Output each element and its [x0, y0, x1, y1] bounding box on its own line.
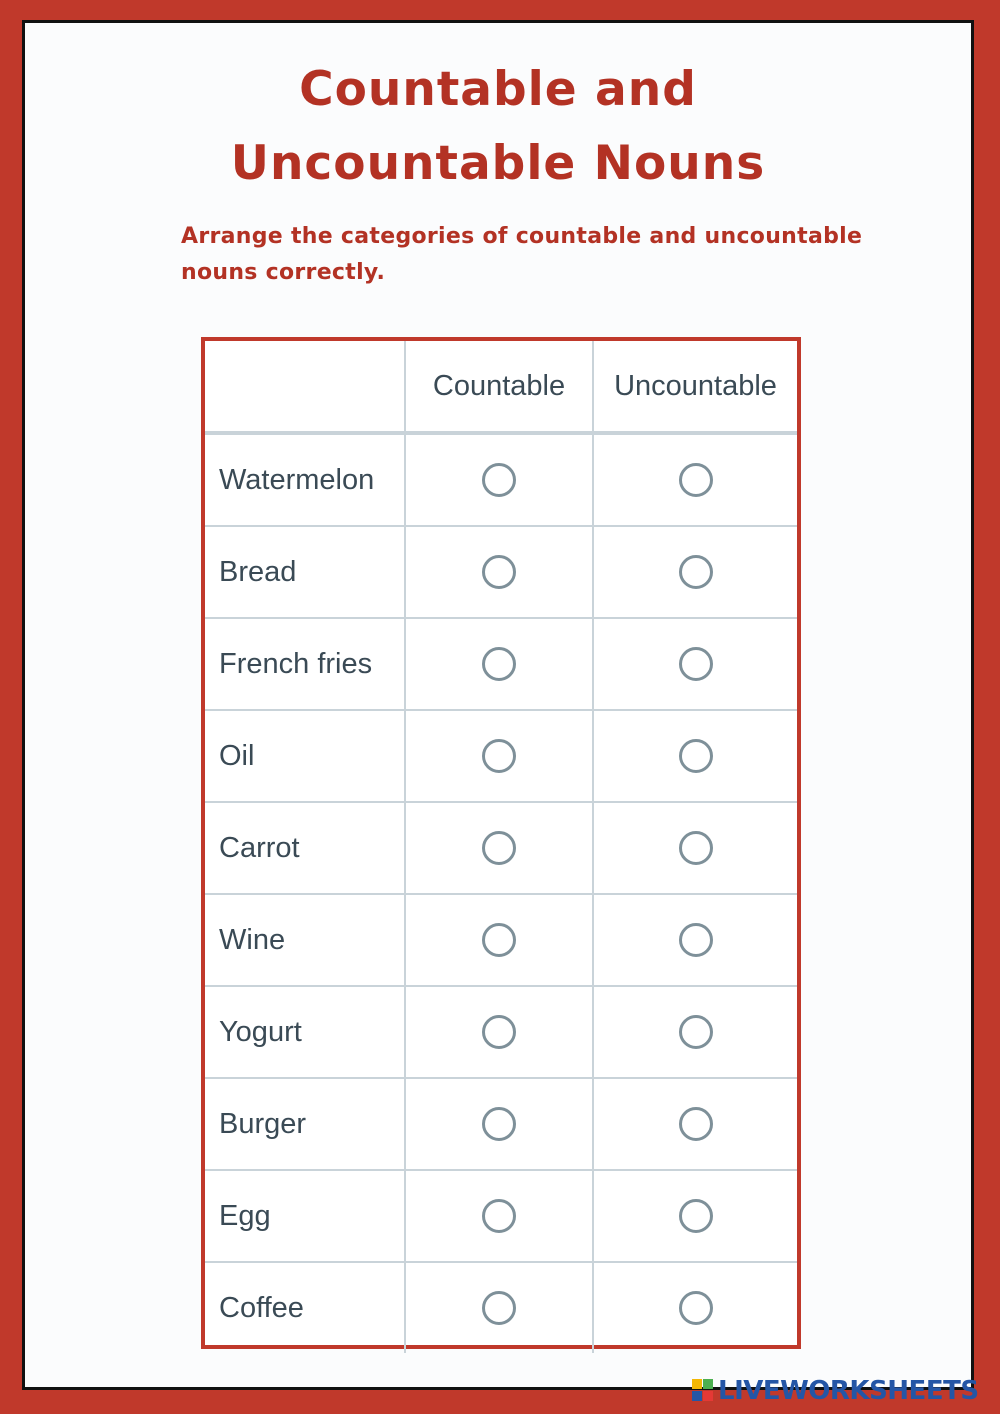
table-row — [205, 1262, 797, 1353]
radio-countable[interactable] — [482, 831, 516, 865]
radio-uncountable[interactable] — [679, 739, 713, 773]
radio-uncountable[interactable] — [679, 1291, 713, 1325]
table-row — [205, 1170, 797, 1262]
radio-countable[interactable] — [482, 555, 516, 589]
table-row — [205, 1078, 797, 1170]
row-label: French fries — [205, 618, 405, 710]
radio-uncountable[interactable] — [679, 1107, 713, 1141]
worksheet-page — [22, 20, 974, 1390]
radio-uncountable[interactable] — [679, 647, 713, 681]
brand-text: LIVEWORKSHEETS — [718, 1376, 979, 1406]
radio-countable[interactable] — [482, 923, 516, 957]
table-header-row — [205, 341, 797, 433]
table-row — [205, 802, 797, 894]
radio-countable[interactable] — [482, 1291, 516, 1325]
radio-uncountable[interactable] — [679, 463, 713, 497]
radio-uncountable[interactable] — [679, 1015, 713, 1049]
radio-countable[interactable] — [482, 739, 516, 773]
table-row — [205, 526, 797, 618]
radio-uncountable[interactable] — [679, 923, 713, 957]
row-label: Carrot — [205, 802, 405, 894]
instructions-text: Arrange the categories of countable and uncountable nouns correctly. — [181, 224, 863, 285]
liveworksheets-brand[interactable] — [692, 1376, 979, 1406]
table-row — [205, 986, 797, 1078]
row-label: Watermelon — [205, 433, 405, 526]
header-uncountable: Uncountable — [593, 341, 797, 433]
page-title — [25, 53, 971, 201]
row-label: Burger — [205, 1078, 405, 1170]
table-row — [205, 710, 797, 802]
liveworksheets-logo-icon — [692, 1379, 714, 1403]
radio-countable[interactable] — [482, 463, 516, 497]
radio-countable[interactable] — [482, 1107, 516, 1141]
header-empty — [205, 341, 405, 433]
row-label: Egg — [205, 1170, 405, 1262]
row-label: Bread — [205, 526, 405, 618]
title-line-1: Countable and — [299, 62, 697, 117]
radio-uncountable[interactable] — [679, 555, 713, 589]
answer-table — [201, 337, 801, 1349]
row-label: Oil — [205, 710, 405, 802]
table-row — [205, 433, 797, 526]
row-label: Coffee — [205, 1262, 405, 1353]
radio-countable[interactable] — [482, 647, 516, 681]
table-row — [205, 894, 797, 986]
radio-countable[interactable] — [482, 1199, 516, 1233]
radio-uncountable[interactable] — [679, 831, 713, 865]
row-label: Yogurt — [205, 986, 405, 1078]
header-countable: Countable — [405, 341, 593, 433]
radio-uncountable[interactable] — [679, 1199, 713, 1233]
title-line-2: Uncountable Nouns — [230, 136, 766, 191]
table-row — [205, 618, 797, 710]
row-label: Wine — [205, 894, 405, 986]
radio-countable[interactable] — [482, 1015, 516, 1049]
